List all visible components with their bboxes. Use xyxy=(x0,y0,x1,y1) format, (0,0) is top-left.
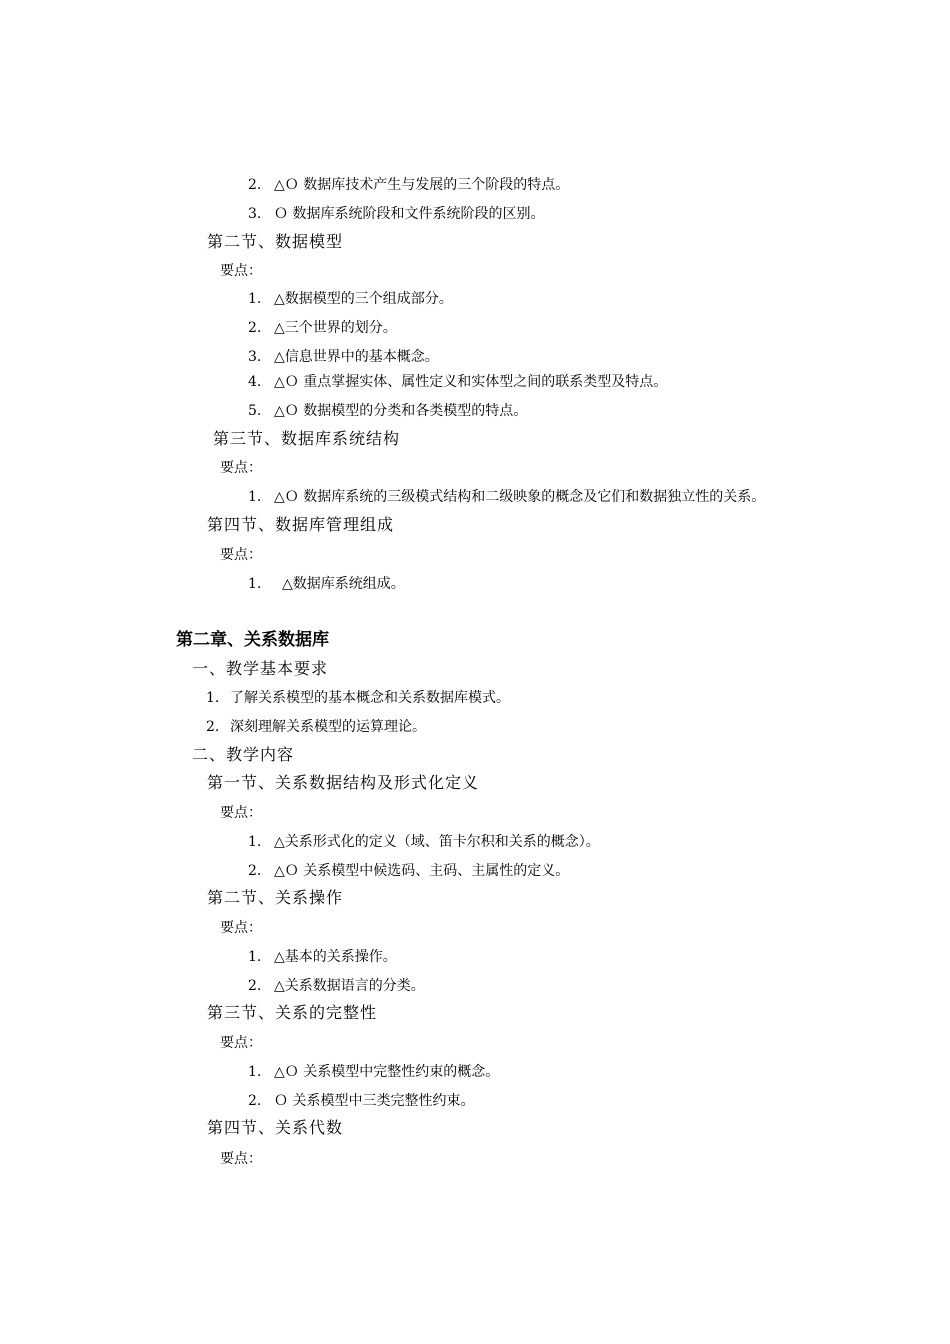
list-item: 1. △基本的关系操作。 xyxy=(248,949,397,965)
subsection-heading: 一、教学基本要求 xyxy=(192,659,329,678)
list-item: 1. △Ｏ 关系模型中完整性约束的概念。 xyxy=(248,1064,500,1080)
list-item: 1. △关系形式化的定义（域、笛卡尔积和关系的概念）。 xyxy=(248,834,600,850)
list-item: 2. Ｏ 关系模型中三类完整性约束。 xyxy=(248,1093,475,1109)
list-item: 2. △Ｏ 关系模型中候选码、主码、主属性的定义。 xyxy=(248,863,570,879)
section-title: 第四节、关系代数 xyxy=(207,1118,344,1137)
key-points-label: 要点： xyxy=(220,920,262,936)
key-points-label: 要点： xyxy=(220,547,262,563)
key-points-label: 要点： xyxy=(220,1151,262,1167)
key-points-label: 要点： xyxy=(220,1035,262,1051)
list-item: 1. 了解关系模型的基本概念和关系数据库模式。 xyxy=(206,690,510,706)
section-title: 第三节、数据库系统结构 xyxy=(213,429,401,448)
section-title: 第一节、关系数据结构及形式化定义 xyxy=(207,773,480,792)
list-item: 1. △数据库系统组成。 xyxy=(248,576,405,592)
list-item: 3. △信息世界中的基本概念。 xyxy=(248,349,439,365)
list-item: 4. △Ｏ 重点掌握实体、属性定义和实体型之间的联系类型及特点。 xyxy=(248,374,668,390)
chapter-title: 第二章、关系数据库 xyxy=(176,630,329,650)
section-title: 第二节、数据模型 xyxy=(207,232,344,251)
list-item: 5. △Ｏ 数据模型的分类和各类模型的特点。 xyxy=(248,403,528,419)
list-item: 1. △数据模型的三个组成部分。 xyxy=(248,291,453,307)
list-item: 3. Ｏ 数据库系统阶段和文件系统阶段的区别。 xyxy=(248,206,545,222)
key-points-label: 要点： xyxy=(220,460,262,476)
subsection-heading: 二、教学内容 xyxy=(192,745,295,764)
list-item: 2. 深刻理解关系模型的运算理论。 xyxy=(206,719,426,735)
section-title: 第二节、关系操作 xyxy=(207,888,344,907)
section-title: 第四节、数据库管理组成 xyxy=(207,515,395,534)
list-item: 2. △三个世界的划分。 xyxy=(248,320,397,336)
key-points-label: 要点： xyxy=(220,805,262,821)
list-item: 2. △关系数据语言的分类。 xyxy=(248,978,425,994)
key-points-label: 要点： xyxy=(220,263,262,279)
section-title: 第三节、关系的完整性 xyxy=(207,1003,378,1022)
list-item: 2. △Ｏ 数据库技术产生与发展的三个阶段的特点。 xyxy=(248,177,570,193)
list-item: 1. △Ｏ 数据库系统的三级模式结构和二级映象的概念及它们和数据独立性的关系。 xyxy=(248,489,766,505)
